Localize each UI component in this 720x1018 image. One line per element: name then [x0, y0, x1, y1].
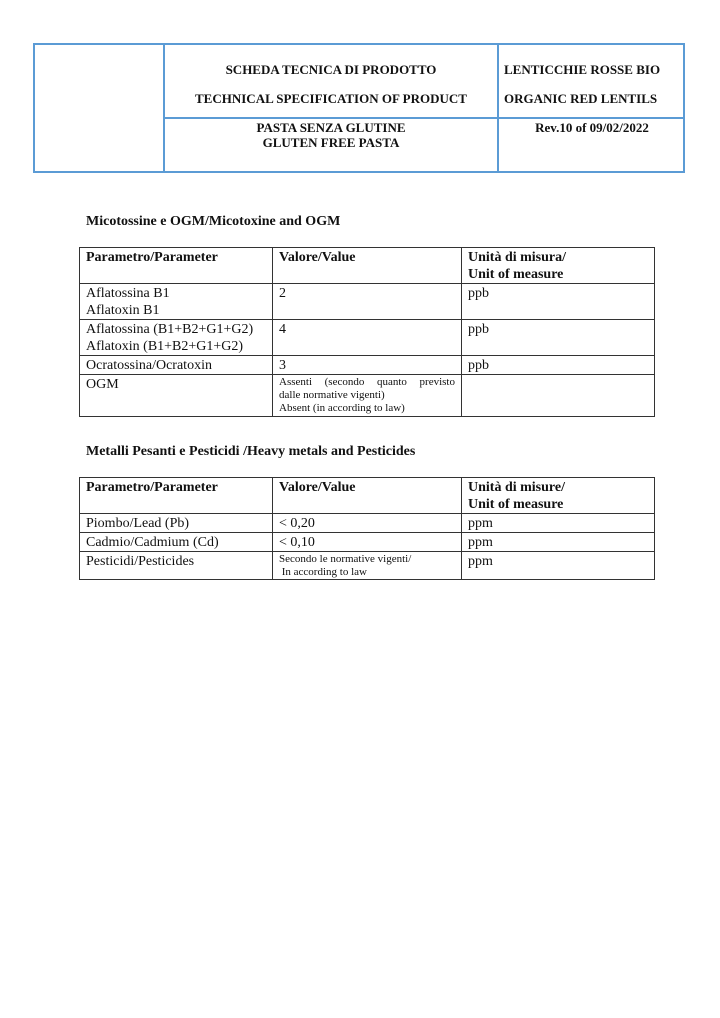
- column-header-parameter: Parametro/Parameter: [80, 478, 273, 514]
- table-header-row: [80, 248, 655, 284]
- value-text: Secondo le normative vigenti/: [279, 553, 412, 565]
- table-row: [80, 533, 655, 552]
- column-header-unit-line: Unit of measure: [468, 267, 564, 282]
- parameter-name: Aflatoxin (B1+B2+G1+G2): [86, 339, 244, 354]
- table-row: [80, 284, 655, 320]
- category-english: GLUTEN FREE PASTA: [262, 135, 400, 150]
- document-header: [33, 43, 685, 173]
- table-row: [80, 552, 655, 580]
- unit-cell: ppb: [462, 356, 655, 375]
- heavy-metals-table: [79, 477, 655, 580]
- unit-cell: ppm: [462, 533, 655, 552]
- category-italian: PASTA SENZA GLUTINE: [256, 120, 406, 135]
- column-header-parameter: Parametro/Parameter: [80, 248, 273, 284]
- section-title-heavy-metals: Metalli Pesanti e Pesticidi /Heavy metals and Pesticides: [86, 444, 416, 459]
- value-cell: < 0,20: [273, 514, 462, 533]
- column-header-unit-line: Unità di misura/: [468, 250, 567, 265]
- column-header-unit: [462, 478, 655, 514]
- table-row: [80, 514, 655, 533]
- mycotoxins-table: [79, 247, 655, 417]
- value-text: Absent (in according to law): [279, 402, 405, 414]
- column-header-unit-line: Unit of measure: [468, 497, 564, 512]
- column-header-value: Valore/Value: [273, 248, 462, 284]
- unit-cell: ppm: [462, 514, 655, 533]
- product-english: ORGANIC RED LENTILS: [504, 91, 658, 106]
- unit-cell: ppb: [462, 320, 655, 356]
- table-row: [80, 320, 655, 356]
- column-header-unit: [462, 248, 655, 284]
- revision-label: Rev.10 of 09/02/2022: [535, 120, 649, 135]
- parameter-cell: OGM: [80, 375, 273, 417]
- value-text: Assenti (secondo quanto previsto: [279, 376, 455, 388]
- parameter-cell: Pesticidi/Pesticides: [80, 552, 273, 580]
- value-cell: 2: [273, 284, 462, 320]
- unit-cell: ppm: [462, 552, 655, 580]
- parameter-cell: Cadmio/Cadmium (Cd): [80, 533, 273, 552]
- header-divider: [497, 45, 499, 171]
- column-header-unit-line: Unità di misure/: [468, 480, 565, 495]
- table-row: [80, 356, 655, 375]
- title-english: TECHNICAL SPECIFICATION OF PRODUCT: [195, 91, 467, 106]
- title-italian: SCHEDA TECNICA DI PRODOTTO: [225, 62, 437, 77]
- value-text: In according to law: [279, 566, 367, 578]
- value-cell: [273, 375, 462, 417]
- parameter-name: Aflatossina (B1+B2+G1+G2): [86, 322, 254, 337]
- column-header-value: Valore/Value: [273, 478, 462, 514]
- parameter-name: Aflatoxin B1: [86, 303, 160, 318]
- parameter-cell: [80, 284, 273, 320]
- value-text: dalle normative vigenti): [279, 389, 385, 401]
- table-row: [80, 375, 655, 417]
- value-cell: < 0,10: [273, 533, 462, 552]
- header-divider: [164, 117, 685, 119]
- unit-cell: [462, 375, 655, 417]
- product-italian: LENTICCHIE ROSSE BIO: [504, 62, 661, 77]
- unit-cell: ppb: [462, 284, 655, 320]
- parameter-cell: [80, 320, 273, 356]
- parameter-name: Aflatossina B1: [86, 286, 170, 301]
- parameter-cell: Ocratossina/Ocratoxin: [80, 356, 273, 375]
- section-title-mycotoxins: Micotossine e OGM/Micotoxine and OGM: [86, 214, 341, 229]
- value-cell: 4: [273, 320, 462, 356]
- parameter-cell: Piombo/Lead (Pb): [80, 514, 273, 533]
- table-header-row: [80, 478, 655, 514]
- value-cell: [273, 552, 462, 580]
- value-cell: 3: [273, 356, 462, 375]
